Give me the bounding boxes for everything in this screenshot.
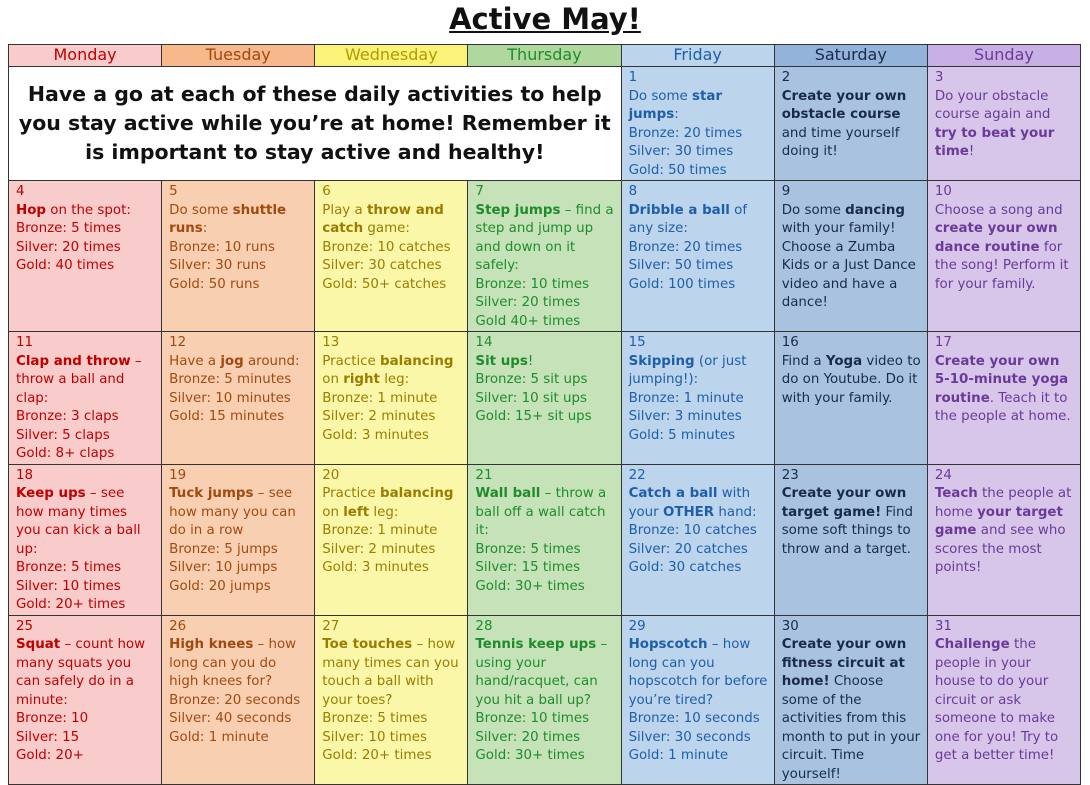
activity-text: on the spot: [46,202,131,218]
activity-name: Wall ball [475,486,541,501]
activity-name: Create your own target game! [781,486,907,520]
day-number: 17 [934,335,952,350]
activity-emphasis: OTHER [662,504,715,520]
activity-name: create your own dance routine [934,221,1058,255]
header-saturday: Saturday [774,45,927,67]
activity-emphasis: your target game [934,504,1063,538]
day-number: 11 [16,335,34,350]
day-cell-16 [774,332,927,465]
activity-name: shuttle runs [169,202,287,236]
week-row-5 [9,615,1081,785]
day-number: 30 [781,618,799,634]
day-cell-18 [9,464,162,615]
day-number: 31 [934,618,952,634]
day-cell-10 [927,181,1080,332]
activity-text: Find some soft things to throw and a target. [781,504,913,557]
bronze-goal: Bronze: 5 minutes [169,372,292,387]
activity-name: Yoga [825,353,863,369]
activity-name: Teach [934,486,978,501]
day-number: 25 [16,618,34,634]
day-cell-21 [468,464,621,615]
activity-text: on [322,504,344,520]
day-cell-2 [774,67,927,181]
bronze-goal: Bronze: 1 minute [322,523,438,538]
day-cell-22 [621,464,774,615]
activity-text: of any size: [628,202,748,236]
activity-text: – how long can you do high knees for? [169,637,297,689]
activity-text: – throw a ball and clap: [16,353,142,406]
day-cell-31 [927,615,1080,785]
bronze-goal: Bronze: 3 claps [16,409,119,424]
activity-emphasis: left [343,504,370,520]
day-cell-15 [621,332,774,465]
bronze-goal: Bronze: 5 jumps [169,541,278,557]
activity-text: and time yourself doing it! [781,125,900,159]
gold-goal: Gold: 20+ times [16,597,126,612]
bronze-goal: Bronze: 1 minute [628,390,744,406]
bronze-goal: Bronze: 5 times [322,711,428,726]
activity-text: – how many times can you touch a ball with your toes? [322,637,459,708]
activity-text: Practice [322,486,381,501]
day-number: 1 [628,70,638,85]
bronze-goal: Bronze: 10 catches [628,523,757,538]
day-number: 29 [628,618,646,634]
silver-goal: Silver: 20 catches [628,541,748,557]
activity-text: Find a [781,353,826,369]
activity-text: (or just jumping!): [628,353,747,387]
day-cell-26 [162,615,315,785]
gold-goal: Gold: 15 minutes [169,409,285,424]
day-number: 2 [781,70,791,85]
day-cell-4 [9,181,162,332]
week-row-4 [9,464,1081,615]
day-number: 16 [781,335,799,350]
activity-text: leg: [369,504,399,520]
bronze-goal: Bronze: 20 times [628,125,743,141]
day-number: 15 [628,335,646,350]
bronze-goal: Bronze: 5 sit ups [475,372,588,387]
silver-goal: Silver: 20 times [475,729,581,745]
day-cell-27 [315,615,468,785]
day-cell-29 [621,615,774,785]
activity-name: Hopscotch [628,637,708,652]
bronze-goal: Bronze: 10 catches [322,239,451,255]
gold-goal: Gold: 8+ claps [16,446,115,461]
day-number: 10 [934,184,952,199]
activity-name: throw and catch [322,202,444,236]
activity-name: Dribble a ball [628,202,730,218]
day-cell-23 [774,464,927,615]
gold-goal: Gold: 100 times [628,276,736,292]
activity-text: Play a [322,202,367,218]
activity-text: leg: [379,372,410,387]
day-cell-30 [774,615,927,785]
day-cell-14 [468,332,621,465]
day-number: 8 [628,184,638,199]
day-number: 20 [322,467,340,483]
day-cell-11 [9,332,162,465]
header-sunday: Sunday [927,45,1080,67]
day-cell-1 [621,67,774,181]
gold-goal: Gold: 20 jumps [169,578,271,594]
bronze-goal: Bronze: 10 times [475,276,590,292]
activity-name: jog [220,353,244,369]
day-number: 26 [169,618,187,634]
silver-goal: Silver: 30 runs [169,258,267,273]
activity-text: Do some [169,202,233,218]
bronze-goal: Bronze: 10 seconds [628,711,760,726]
day-cell-3 [927,67,1080,181]
activity-text: game: [363,221,410,236]
activity-text: – find a step and jump up and down on it safely: [475,202,614,273]
day-number: 14 [475,335,493,350]
day-number: 12 [169,335,187,350]
day-cell-13 [315,332,468,465]
day-number: 4 [16,184,25,199]
activity-text: – count how many squats you can safely do in a minute: [16,637,146,708]
activity-text: for the song! Perform it for your family. [934,239,1069,292]
activity-name: Skipping [628,353,695,369]
silver-goal: Silver: 30 times [628,144,734,159]
page-title: Active May! [449,2,641,36]
day-number: 9 [781,184,791,199]
gold-goal: Gold: 1 minute [169,729,269,745]
activity-text: . Teach it to the people at home. [934,390,1071,424]
day-number: 5 [169,184,178,199]
activity-emphasis: right [343,372,380,387]
bronze-goal: Bronze: 10 times [475,711,590,726]
gold-goal: Gold: 1 minute [628,748,729,763]
gold-goal: Gold: 15+ sit ups [475,409,592,424]
activity-text: Do some [781,202,846,218]
day-number: 7 [475,184,484,199]
activity-name: Step jumps [475,202,561,218]
silver-goal: Silver: 10 jumps [169,560,278,575]
activity-text: ! [968,144,975,159]
day-number: 6 [322,184,331,199]
activity-text: – how long can you hopscotch for before you’re tired? [628,637,768,708]
activity-text: the people in your house to do your circuit or ask someone to make one for you! Try to get a better time! [934,637,1059,763]
gold-goal: Gold: 3 minutes [322,560,429,575]
activity-name: balancing [380,353,454,369]
activity-text: – see how many times you can kick a ball up: [16,486,141,557]
day-number: 28 [475,618,493,634]
gold-goal: Gold: 20+ [16,748,84,763]
bronze-goal: Bronze: 5 times [16,221,122,236]
activity-text: – see how many you can do in a row [169,486,296,538]
day-cell-6 [315,181,468,332]
activity-name: dancing [845,202,905,218]
day-number: 13 [322,335,340,350]
activity-text: video to do on Youtube. Do it with your family. [781,353,921,406]
activity-name: Create your own 5-10-minute yoga routine [934,353,1069,406]
day-cell-24 [927,464,1080,615]
silver-goal: Silver: 30 catches [322,258,442,273]
gold-goal: Gold 40+ times [475,313,581,329]
day-cell-7 [468,181,621,332]
gold-goal: Gold: 20+ times [322,748,432,763]
activity-text: Have a [169,353,221,369]
day-cell-5 [162,181,315,332]
silver-goal: Silver: 10 times [16,578,121,594]
silver-goal: Silver: 5 claps [16,427,110,443]
activity-name: try to beat your time [934,125,1055,159]
gold-goal: Gold: 50 runs [169,276,260,292]
gold-goal: Gold: 3 minutes [322,427,429,443]
activity-name: Toe touches [322,637,413,652]
silver-goal: Silver: 10 sit ups [475,390,588,406]
activity-text: the people at home [934,486,1072,520]
silver-goal: Silver: 10 times [322,729,427,745]
day-number: 21 [475,467,493,483]
day-cell-25 [9,615,162,785]
silver-goal: Silver: 3 minutes [628,409,742,424]
activity-name: Catch a ball [628,486,718,501]
activity-name: star jumps [628,88,723,122]
activity-name: Keep ups [16,486,86,501]
bronze-goal: Bronze: 10 runs [169,239,276,255]
activity-name: Tuck jumps [169,486,254,501]
silver-goal: Silver: 2 minutes [322,541,436,557]
activity-text: hand: [714,504,757,520]
bronze-goal: Bronze: 10 [16,711,89,726]
day-cell-28 [468,615,621,785]
day-number: 27 [322,618,340,634]
bronze-goal: Bronze: 5 times [475,541,581,557]
activity-calendar [8,44,1081,785]
activity-name: balancing [380,486,454,501]
activity-text: and see who scores the most points! [934,523,1066,575]
day-cell-17 [927,332,1080,465]
activity-text: Choose some of the activities from this month to put in your circuit. Time yourself! [781,674,921,782]
activity-name: Challenge [934,637,1010,652]
silver-goal: Silver: 20 times [16,239,121,255]
activity-text: Choose a song and [934,202,1063,218]
day-cell-19 [162,464,315,615]
bronze-goal: Bronze: 5 times [16,560,122,575]
gold-goal: Gold: 50+ catches [322,276,447,292]
day-number: 24 [934,467,952,483]
bronze-goal: Bronze: 20 times [628,239,743,255]
gold-goal: Gold: 50 times [628,162,727,178]
gold-goal: Gold: 5 minutes [628,427,736,443]
gold-goal: Gold: 30 catches [628,560,742,575]
activity-name: Squat [16,637,61,652]
silver-goal: Silver: 2 minutes [322,409,436,424]
activity-name: Clap and throw [16,353,131,369]
silver-goal: Silver: 40 seconds [169,711,292,726]
gold-goal: Gold: 40 times [16,258,115,273]
day-number: 3 [934,70,944,85]
week-row-3 [9,332,1081,465]
activity-name: Create your own obstacle course [781,88,907,122]
week-row-1 [9,67,1081,181]
day-cell-12 [162,332,315,465]
activity-text: with your [628,486,751,520]
activity-text: : [674,107,679,122]
day-number: 19 [169,467,187,483]
week-row-2 [9,181,1081,332]
activity-text: ! [527,353,534,369]
activity-text: – throw a ball off a wall catch it: [475,486,607,538]
activity-name: Tennis keep ups [475,637,597,652]
day-cell-8 [621,181,774,332]
header-monday: Monday [9,45,162,67]
day-cell-9 [774,181,927,332]
day-number: 23 [781,467,799,483]
activity-text: around: [243,353,300,369]
day-number: 22 [628,467,646,483]
day-cell-20 [315,464,468,615]
activity-text: Do your obstacle course again and [934,88,1051,122]
silver-goal: Silver: 30 seconds [628,729,751,745]
activity-text: with your family! Choose a Zumba Kids or a Just Dance video and have a dance! [781,221,916,310]
activity-name: Create your own fitness circuit at home! [781,637,907,689]
silver-goal: Silver: 50 times [628,258,734,273]
activity-text: Practice [322,353,381,369]
bronze-goal: Bronze: 20 seconds [169,692,301,708]
silver-goal: Silver: 20 times [475,295,581,310]
bronze-goal: Bronze: 1 minute [322,390,438,406]
activity-text: on [322,372,344,387]
header-thursday: Thursday [468,45,621,67]
silver-goal: Silver: 15 times [475,560,581,575]
header-tuesday: Tuesday [162,45,315,67]
activity-text: : [202,221,208,236]
weekday-header-row [9,45,1081,67]
header-wednesday: Wednesday [315,45,468,67]
intro-text: Have a go at each of these daily activities to help you stay active while you’re at home! Remember it is important to stay active and healthy! [9,67,622,181]
gold-goal: Gold: 30+ times [475,578,585,594]
silver-goal: Silver: 15 [16,729,80,745]
header-friday: Friday [621,45,774,67]
activity-name: Sit ups [475,353,528,369]
activity-text: – using your hand/racquet, can you hit a ball up? [475,637,608,708]
gold-goal: Gold: 30+ times [475,748,585,763]
silver-goal: Silver: 10 minutes [169,390,291,406]
activity-name: High knees [169,637,254,652]
activity-name: Hop [16,202,46,218]
day-number: 18 [16,467,34,483]
activity-text: Do some [628,88,693,104]
